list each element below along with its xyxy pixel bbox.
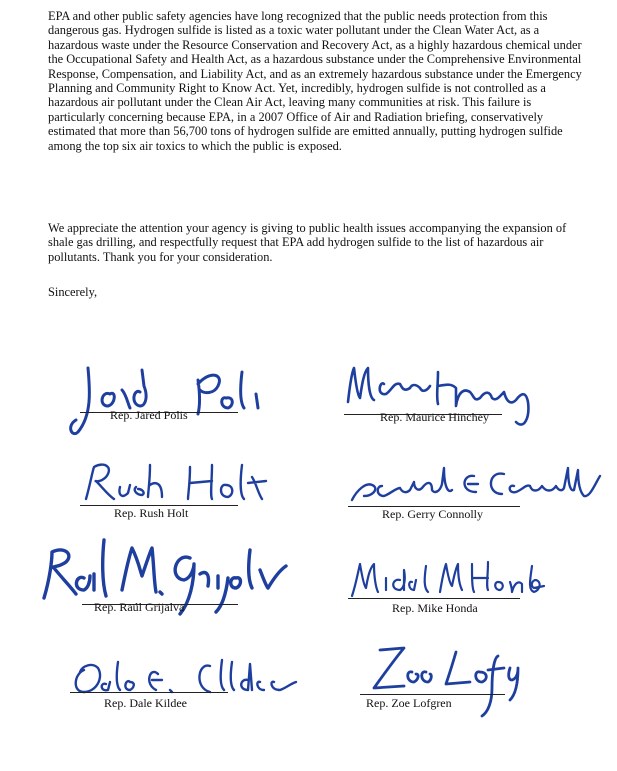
signature-line: [360, 694, 505, 695]
signatory-name-kildee: Rep. Dale Kildee: [104, 696, 187, 710]
signature-polis: [70, 360, 290, 440]
signatory-name-lofgren: Rep. Zoe Lofgren: [366, 696, 452, 710]
body-paragraph-2: We appreciate the attention your agency is giving to public health issues accompanying the expansion of shale gas drilling, and respectfully request that EPA add hydrogen sulfide to the list of hazardous air pollutants. Thank you for your consideration.: [48, 221, 567, 264]
signature-block-grijalva: [30, 530, 230, 614]
signature-line: [348, 598, 520, 599]
signature-block-holt: [80, 455, 280, 535]
signature-block-lofgren: [360, 638, 560, 718]
signature-hinchey: [340, 362, 570, 442]
body-paragraph-1: EPA and other public safety agencies have long recognized that the public needs protection from this dangerous gas. Hydrogen sulfide is listed as a toxic water pollutant under the Clean Water Act, as a hazardous waste under the Resource Conservation and Recovery Act, as a highly hazardous chemical under the Occupational Safety and Health Act, as a hazardous substance under the Comprehensive Environmental Response, Compensation, and Liability Act, and as an extremely hazardous substance under the Emergency Planning and Community Right to Know Act. Yet, incredibly, hydrogen sulfide is not controlled as a hazardous air pollutant under the Clean Air Act, leaving many communities at risk. This failure is particularly concerning because EPA, in a 2007 Office of Air and Radiation briefing, conservatively estimated that more than 56,700 tons of hydrogen sulfide are emitted annually, putting hydrogen sulfide among the top six air toxics to which the public is exposed.: [48, 9, 582, 153]
signature-block-connolly: [348, 462, 548, 542]
signature-block-kildee: [70, 648, 270, 728]
signature-block-polis: [70, 360, 270, 440]
closing-salutation: Sincerely,: [48, 285, 98, 299]
signatory-name-polis: Rep. Jared Polis: [110, 408, 188, 422]
signatory-name-connolly: Rep. Gerry Connolly: [382, 507, 483, 521]
signatory-name-honda: Rep. Mike Honda: [392, 601, 478, 615]
signatory-name-grijalva: Rep. Raúl Grijalva: [94, 600, 185, 614]
signature-block-honda: [348, 556, 548, 636]
signature-lofgren: [360, 638, 560, 728]
signature-block-hinchey: [340, 362, 540, 442]
signature-line: [70, 692, 228, 693]
signatory-name-holt: Rep. Rush Holt: [114, 506, 189, 520]
signatory-name-hinchey: Rep. Maurice Hinchey: [380, 410, 489, 424]
